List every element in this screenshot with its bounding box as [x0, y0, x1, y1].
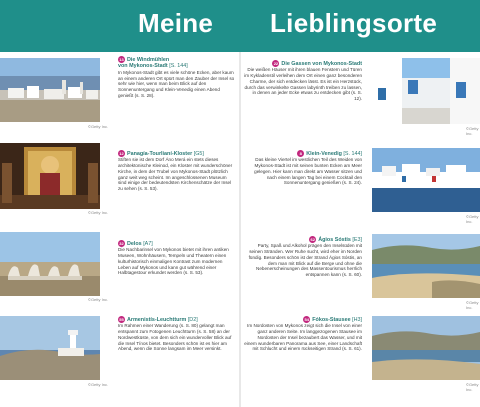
entry-title: [244, 150, 362, 157]
entry-fokos: [244, 316, 362, 352]
entry-number: 62: [310, 237, 315, 242]
header-title-left: Meine: [138, 8, 214, 38]
entry-number: 8: [297, 150, 304, 157]
photo-credit: ©Getty Inc.: [88, 382, 109, 387]
photo-credit: ©Getty Inc.: [466, 300, 479, 310]
photo-monastery: [0, 143, 100, 209]
entry-title: [118, 240, 236, 247]
header-title-right: Lieblingsorte: [270, 8, 438, 38]
entry-name: Fókos-Stausee: [312, 316, 351, 323]
photo-credit: ©Getty Inc.: [466, 214, 479, 224]
entry-ref: [S. 144]: [169, 63, 188, 70]
photo-credit: ©Getty Inc.: [88, 124, 109, 129]
entry-lighthouse: [118, 316, 236, 352]
photo-little-venice: [372, 148, 480, 212]
entry-title: [118, 316, 236, 323]
entry-number: 13: [119, 57, 124, 62]
entry-body: Stiften sie ist dem Dorf Áno Merá ein stets dieses architektonische Kleinod, ein Kloster mit wunderschöner Kirche, in dem der Trubel von Mykonos-Stadt plötzlich ganz weit weg scheint. Im angeschlossenen Museum sind einige der bedeutendsten Kirchenschätze der Insel zu sehen (s. S. 53).: [118, 157, 233, 192]
entry-ref-prefix: von Mykonos-Stadt: [118, 63, 168, 70]
entry-number: 22: [273, 61, 279, 66]
entry-number: 54: [304, 317, 309, 322]
entry-name: Delos: [127, 240, 142, 247]
photo-credit: ©Getty Inc.: [88, 210, 109, 215]
entry-name: Klein-Venedig: [306, 150, 342, 157]
photo-fokos: [372, 316, 480, 380]
entry-ref: [A7]: [143, 240, 153, 247]
photo-agios-sostis: [372, 234, 480, 298]
entry-body: Party, Spaß und Alkohol prägen den Inselsüden mit seinen Stränden. Wer Ruhe sucht, wird eher im Norden fündig. Besonders schön ist der Strand Ágios Sóstis, an dem man mit Blick auf die Berge und ohne die Nebenerscheinungen des Massentourismus herrlich entspannen kann (s. S. 60).: [248, 243, 362, 278]
entry-name: Die Gassen von Mykonos-Stadt: [281, 60, 362, 67]
entry-ref: [D2]: [187, 316, 198, 323]
page-header: [0, 0, 480, 52]
photo-credit: ©Getty Inc.: [466, 382, 479, 392]
entry-title: [118, 56, 236, 70]
entry-ref: [S. 144]: [343, 150, 362, 157]
entry-name: Ágios Sóstis: [318, 236, 351, 243]
entry-body: In Mykonos-Stadt gibt es viele schöne Ecken, aber kaum an einem anderen Ort spürt man den Zauber der Insel so sehr wie hier, wenn man beim Blick auf den Sonnenuntergang und Klein-Venedig einen Abend genießt (s. S. 28).: [118, 69, 235, 98]
entry-name: Die Windmühlen: [127, 56, 170, 63]
entry-body: Die weißen Häuser mit ihren blauen Fenstern und Türen im Kykladenstil verleihen dem Ort einen ganz besonderen Charme, der sich entdecken lässt. Es ist ein Herzstück, durch das verwinkelte Gassen labyrinth treiben zu lassen, in denen an jeder Ecke etwas zu entdecken gibt (s. S. 12).: [244, 67, 362, 102]
photo-alleys: [372, 58, 480, 124]
entry-body: Das kleine Viertel im westlichen Teil des Weiden von Mykonos-Stadt ist mit seinen bunten Ecken am Meer gelegen. Hier kann man direkt am Wasser sitzen und nach einem langen Tag bei einem Cocktail den Sonnenuntergang genießen (s. S. 24).: [254, 157, 362, 186]
entry-ref: [H3]: [352, 316, 362, 323]
photo-credit: ©Getty Inc.: [466, 126, 479, 136]
entry-name: Armenistís-Leuchtturm: [127, 316, 187, 323]
entry-monastery: [118, 150, 236, 192]
photo-delos: [0, 232, 100, 296]
entry-title: [244, 316, 362, 323]
entry-little-venice: [244, 150, 362, 186]
photo-lighthouse: [0, 316, 100, 380]
entry-number: 12: [119, 151, 124, 156]
photo-windmills: [0, 58, 100, 122]
entry-name: Panagía-Tourlianí-Kloster: [127, 150, 193, 157]
entry-alleys: [244, 60, 362, 102]
entry-number: 55: [119, 317, 124, 322]
entry-ref: [E3]: [352, 236, 362, 243]
entry-ref: [G5]: [193, 150, 204, 157]
entry-delos: [118, 240, 236, 276]
entry-body: Im Nordosten von Mykonos zeigt sich die Insel von einer ganz anderen Seite. Im langgezogenen Stausee im Nordosten der Insel bezaubert das Wasser, und mit einem wunderbaren Panorama aus See, einer Landschaft mit Schlucht und einem rückseitigen Strand (s. S. 61).: [244, 323, 362, 352]
page-gutter: [239, 52, 241, 407]
entry-title: [244, 60, 362, 67]
entry-agios-sostis: [244, 236, 362, 278]
entry-body: Im Rahmen einer Wanderung (s. S. 80) gelangt man entspannt zum Fotogenen Leuchtturm (s. S. 58) an der Nordwestküste, von dem sich ein wundervoller Blick auf die Insel Tínos bietet. Besonders schön ist es hier am Abend, wenn die Sonne langsam im Meer versinkt.: [118, 323, 232, 352]
entry-windmills: [118, 56, 236, 99]
entry-body: Die Nachbarinsel von Mykonos bietet mit ihren antiken Museen, Wohnhäusern, Tempeln und Theatern einen kulturhistorisch einmaligen Kontrast zum modernen Leben auf Mykonos und kann gut während einer Halbtagestour erkundet werden (s. S. 53).: [118, 247, 229, 276]
photo-credit: ©Getty Inc.: [88, 297, 109, 302]
entry-number: 32: [119, 241, 124, 246]
entry-title: [244, 236, 362, 243]
